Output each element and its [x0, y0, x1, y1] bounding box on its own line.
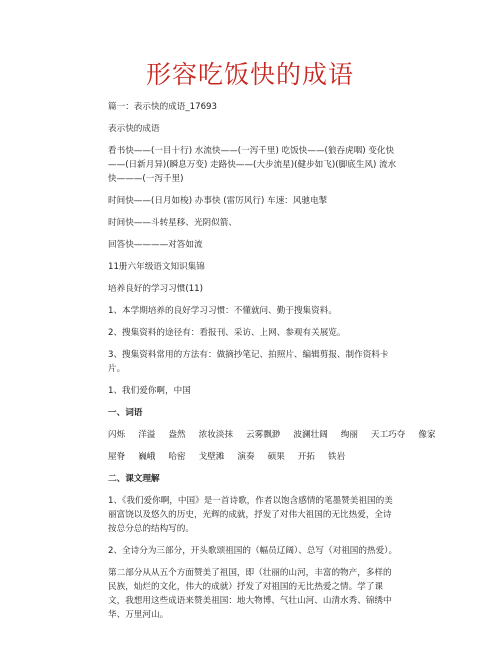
- paragraph: 回答快————对答如流: [108, 240, 203, 250]
- paragraph: 第二部分从从五个方面赞美了祖国，即（壮丽的山河，丰富的物产，多样的民族，灿烂的文化，伟大的成就）抒发了对祖国的无比热爱之情。学了课文，我想用这些成语来赞美祖国：地大物博、气壮山河、山清水秀、锦绣中华、万里河山。: [108, 568, 392, 620]
- vocabulary-word: 铁岩: [328, 452, 346, 462]
- document-body: [108, 100, 436, 622]
- paragraph: 1、本学期培养的良好学习习惯：不懂就问、勤于搜集资料。: [108, 306, 337, 316]
- paragraph: 2、全诗分为三部分，开头歌颂祖国的（幅员辽阔）、总写（对祖国的热爱）。: [108, 546, 398, 556]
- vocabulary-word: 硕果: [267, 452, 285, 462]
- paragraph: 1、我们爱你啊，中国: [108, 386, 191, 396]
- vocabulary-word: 哈密: [168, 452, 186, 462]
- vocabulary-word: 演奏: [237, 452, 255, 462]
- vocabulary-word: 巍峨: [138, 452, 156, 462]
- paragraph: 看书快——(一目十行) 水流快——(一泻千里) 吃饭快——(狼吞虎咽) 变化快——(日新月异)(瞬息万变) 走路快——(大步流星)(健步如飞)(脚底生风) 流水快———(一泻千里): [108, 146, 397, 184]
- paragraph: 篇一：表示快的成语_17693: [108, 102, 217, 112]
- paragraph: 1、《我们爱你啊，中国》是一首诗歌，作者以饱含感情的笔墨赞美祖国的美丽富饶以及悠久的历史，光辉的成就，抒发了对伟大祖国的无比热爱，全诗按总分总的结构写的。: [108, 496, 393, 534]
- document-title: 形容吃饭快的成语: [145, 60, 354, 89]
- paragraph: 时间快——(日月如梭) 办事快 (雷厉风行) 车速：风驰电掣: [108, 196, 328, 206]
- vocabulary-word: 波澜壮阔: [293, 430, 328, 440]
- paragraph: 2、搜集资料的途径有：看报刊、采访、上网、参观有关展览。: [108, 328, 346, 338]
- paragraph: 11册六年级语文知识集锦: [108, 262, 205, 272]
- vocabulary-word: 云雾飘渺: [246, 430, 281, 440]
- vocabulary-word: 戈壁滩: [198, 452, 225, 462]
- paragraph: 培养良好的学习习惯(11): [108, 284, 203, 294]
- vocabulary-word: 屋脊: [108, 452, 126, 462]
- vocabulary-word: 洋溢: [138, 430, 156, 440]
- vocabulary-row: [108, 450, 398, 464]
- vocabulary-word: 天工巧夺: [370, 430, 406, 440]
- vocabulary-word: 闪烁: [108, 430, 126, 440]
- vocabulary-row: [108, 428, 436, 442]
- vocabulary-word: 像家: [418, 430, 436, 440]
- vocabulary-word: 浓妆淡抹: [198, 430, 233, 440]
- section-heading: 二、课文理解: [108, 474, 160, 484]
- section-heading: 一、词语: [108, 408, 143, 418]
- paragraph: 表示快的成语: [108, 124, 160, 134]
- vocabulary-word: 绚丽: [340, 430, 358, 440]
- paragraph: 3、搜集资料常用的方法有：做摘抄笔记、拍照片、编辑剪报、制作资料卡片。: [108, 350, 389, 374]
- paragraph: 时间快——斗转星移、光阴似箭、: [108, 218, 237, 228]
- vocabulary-word: 开拓: [297, 452, 316, 462]
- vocabulary-word: 盎然: [168, 430, 186, 440]
